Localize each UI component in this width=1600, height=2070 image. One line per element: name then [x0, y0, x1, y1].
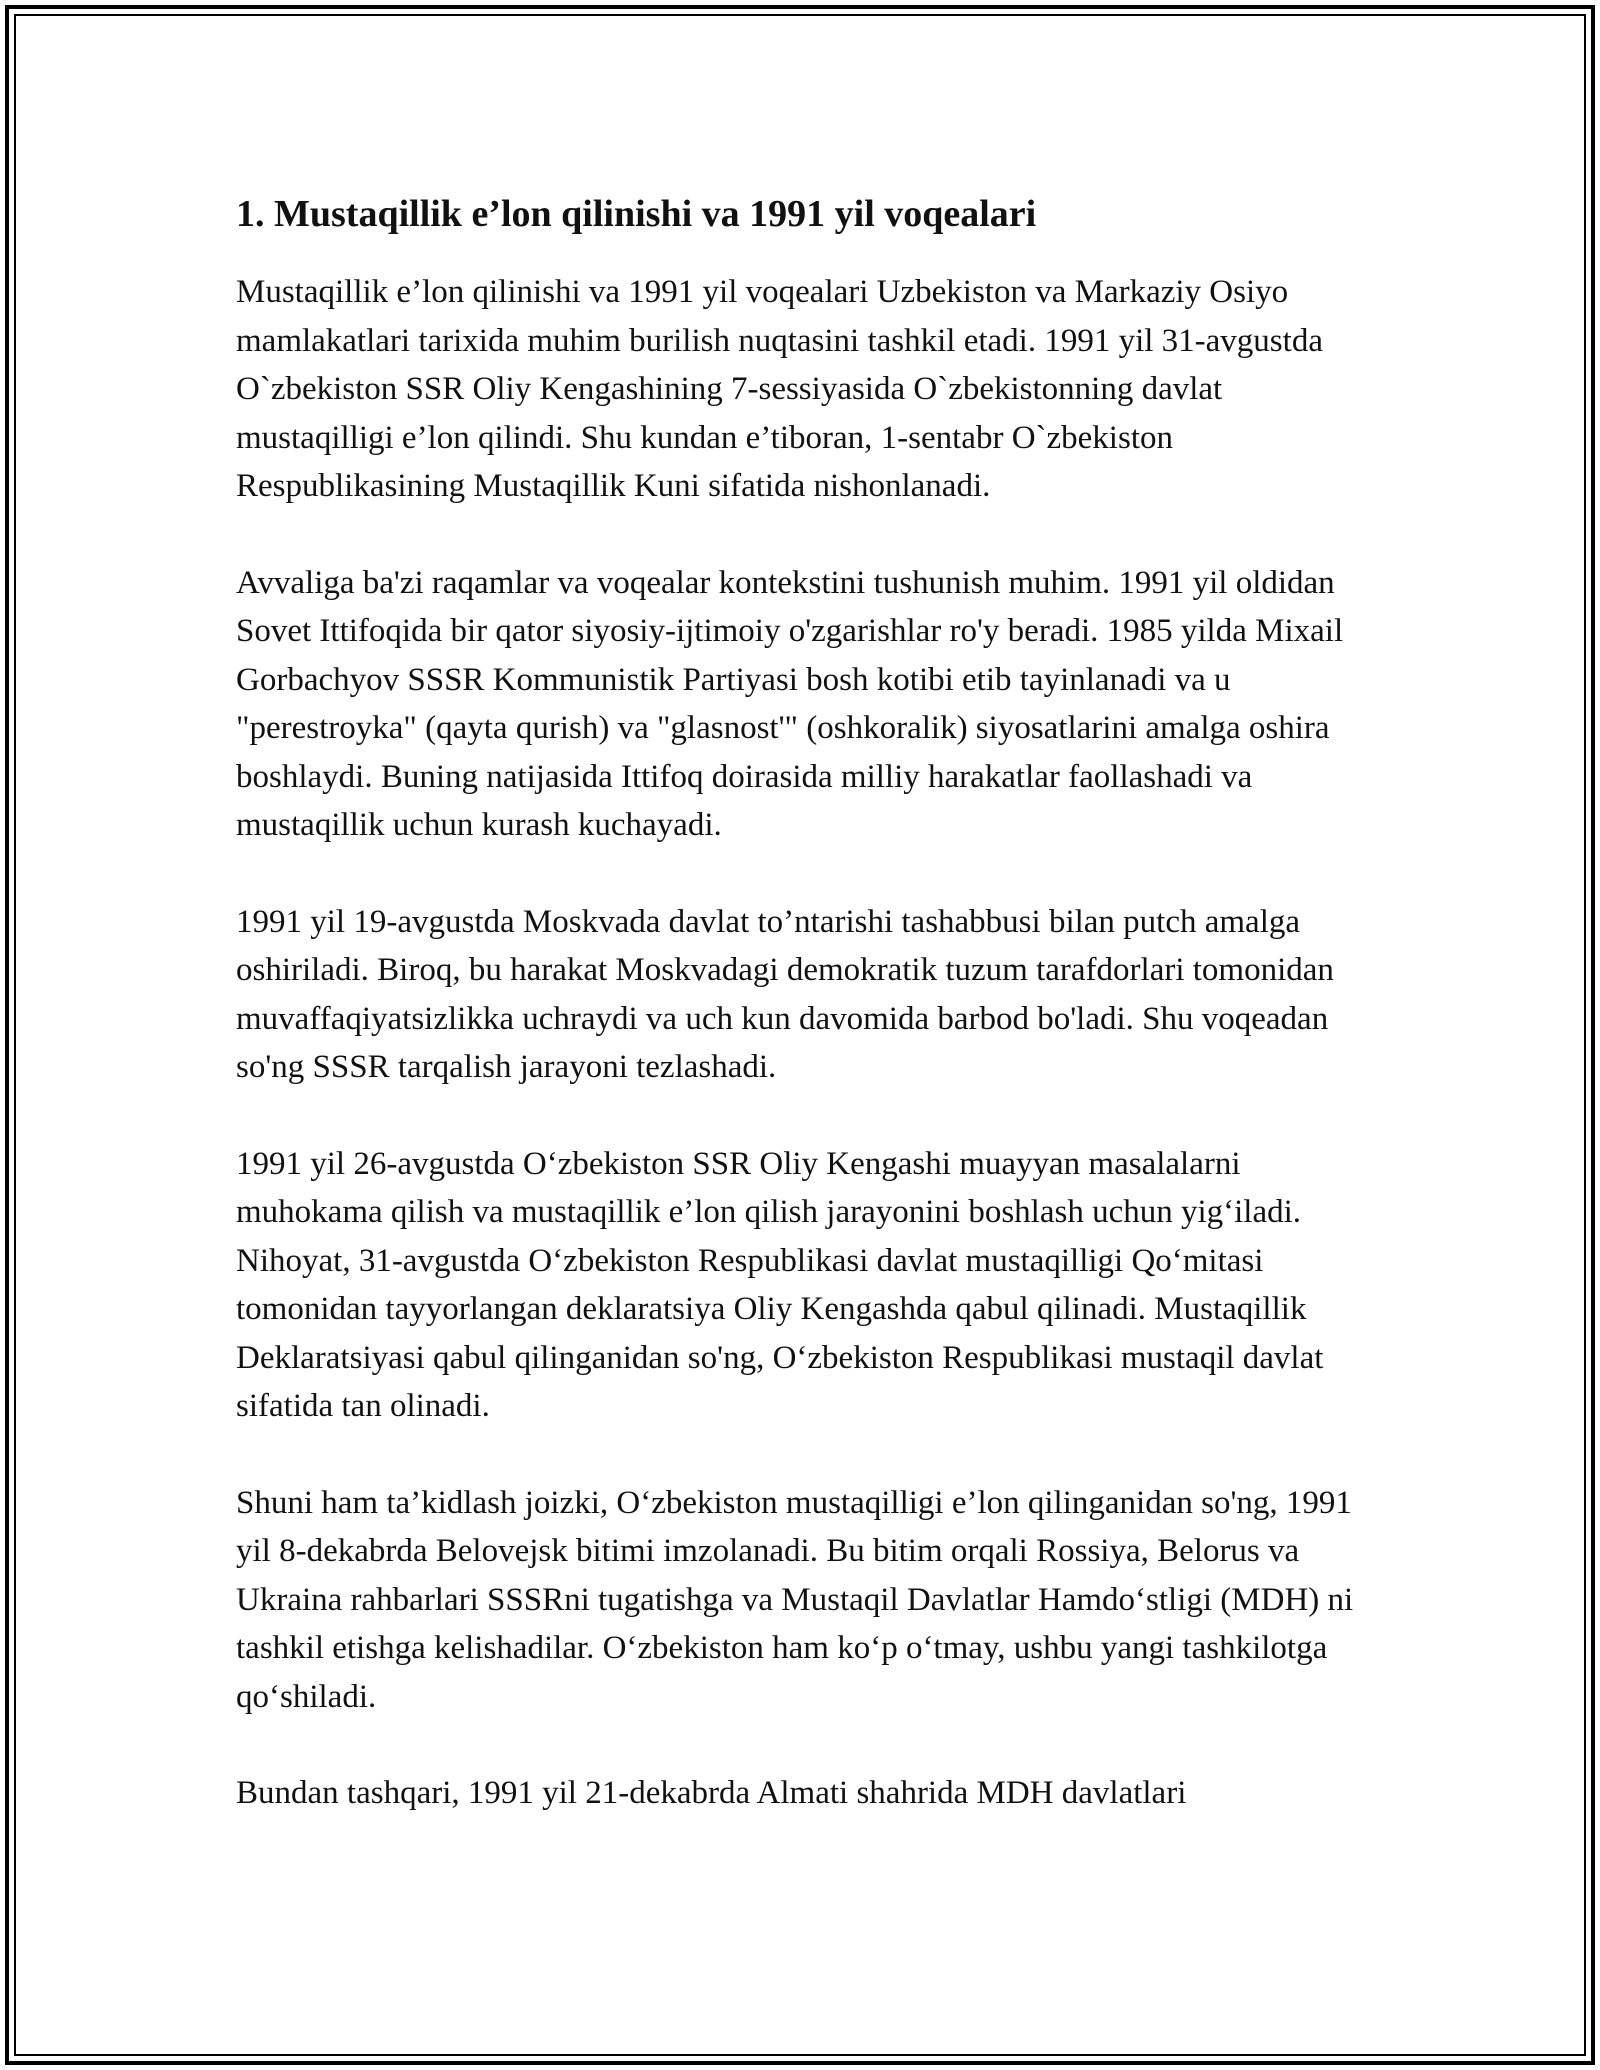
- paragraph-1: Mustaqillik e’lon qilinishi va 1991 yil voqealari Uzbekiston va Markaziy Osiyo mamlakatlari tarixida muhim burilish nuqtasini tashkil etadi. 1991 yil 31-avgustda O`zbekiston SSR Oliy Kengashining 7-sessiyasida O`zbekistonning davlat mustaqilligi e’lon qilindi. Shu kundan e’tiboran, 1-sentabr O`zbekiston Respublikasining Mustaqillik Kuni sifatida nishonlanadi.: [236, 274, 1323, 504]
- paragraph-3: 1991 yil 19-avgustda Moskvada davlat to’ntarishi tashabbusi bilan putch amalga oshiriladi. Biroq, bu harakat Moskvadagi demokratik tuzum tarafdorlari tomonidan muvaffaqiyatsizlikka uchraydi va uch kun davomida barbod bo'ladi. Shu voqeadan so'ng SSSR tarqalish jarayoni tezlashadi.: [236, 903, 1334, 1085]
- paragraph-6: Bundan tashqari, 1991 yil 21-dekabrda Almati shahrida MDH davlatlari: [236, 1775, 1187, 1811]
- document-body: [236, 186, 1376, 1866]
- section-heading: 1. Mustaqillik e’lon qilinishi va 1991 yil voqealari: [236, 193, 1037, 235]
- paragraph-2: Avvaliga ba'zi raqamlar va voqealar kontekstini tushunish muhim. 1991 yil oldidan Sovet Ittifoqida bir qator siyosiy-ijtimoiy o'zgarishlar ro'y beradi. 1985 yilda Mixail Gorbachyov SSSR Kommunistik Partiyasi bosh kotibi etib tayinlanadi va u "perestroyka" (qayta qurish) va "glasnost'" (oshkoralik) siyosatlarini amalga oshira boshlaydi. Buning natijasida Ittifoq doirasida milliy harakatlar faollashadi va mustaqillik uchun kurash kuchayadi.: [236, 564, 1344, 843]
- paragraph-4: 1991 yil 26-avgustda O‘zbekiston SSR Oliy Kengashi muayyan masalalarni muhokama qilish va mustaqillik e’lon qilish jarayonini boshlash uchun yig‘iladi. Nihoyat, 31-avgustda O‘zbekiston Respublikasi davlat mustaqilligi Qo‘mitasi tomonidan tayyorlangan deklaratsiya Oliy Kengashda qabul qilinadi. Mustaqillik Deklaratsiyasi qabul qilinganidan so'ng, O‘zbekiston Respublikasi mustaqil davlat sifatida tan olinadi.: [236, 1145, 1324, 1424]
- paragraph-5: Shuni ham ta’kidlash joizki, O‘zbekiston mustaqilligi e’lon qilinganidan so'ng, 1991 yil 8-dekabrda Belovejsk bitimi imzolanadi. Bu bitim orqali Rossiya, Belorus va Ukraina rahbarlari SSSRni tugatishga va Mustaqil Davlatlar Hamdo‘stligi (MDH) ni tashkil etishga kelishadilar. O‘zbekiston ham ko‘p o‘tmay, ushbu yangi tashkilotga qo‘shiladi.: [236, 1484, 1354, 1715]
